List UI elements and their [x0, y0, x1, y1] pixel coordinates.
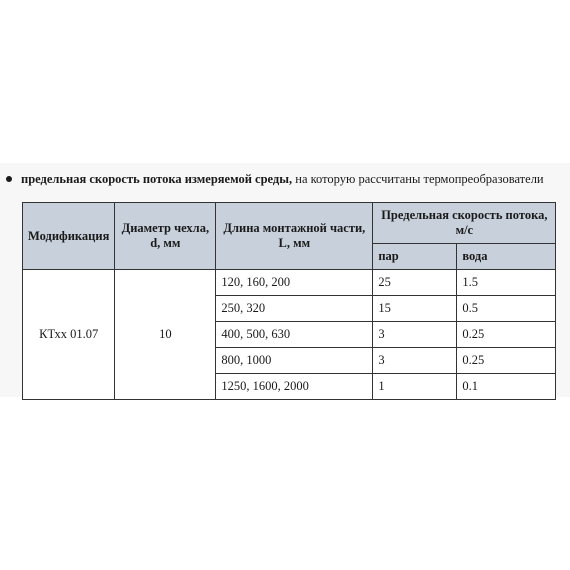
modification-cell: КТхх 01.07 [23, 270, 115, 400]
length-cell: 1250, 1600, 2000 [216, 374, 373, 400]
header-modification: Модификация [23, 203, 115, 270]
header-water: вода [457, 244, 556, 270]
length-cell: 120, 160, 200 [216, 270, 373, 296]
flow-speed-table [22, 202, 556, 400]
steam-cell: 3 [373, 348, 457, 374]
header-length: Длина монтажной части, L, мм [216, 203, 373, 270]
bullet-icon [6, 176, 12, 182]
table-row [23, 270, 556, 296]
length-cell: 250, 320 [216, 296, 373, 322]
water-cell: 0.25 [457, 322, 556, 348]
header-steam: пар [373, 244, 457, 270]
steam-cell: 3 [373, 322, 457, 348]
bullet-bold-text: предельная скорость потока измеряемой среды, [21, 172, 293, 186]
bullet-text: на которую рассчитаны термопреобразователи [292, 172, 544, 186]
steam-cell: 25 [373, 270, 457, 296]
length-cell: 800, 1000 [216, 348, 373, 374]
steam-cell: 15 [373, 296, 457, 322]
header-diameter: Диаметр чехла, d, мм [115, 203, 216, 270]
water-cell: 0.1 [457, 374, 556, 400]
water-cell: 0.5 [457, 296, 556, 322]
diameter-cell: 10 [115, 270, 216, 400]
water-cell: 0.25 [457, 348, 556, 374]
length-cell: 400, 500, 630 [216, 322, 373, 348]
header-speed: Предельная скорость потока, м/с [373, 203, 556, 244]
bullet-paragraph [6, 172, 570, 187]
steam-cell: 1 [373, 374, 457, 400]
water-cell: 1.5 [457, 270, 556, 296]
header-row [23, 203, 556, 244]
